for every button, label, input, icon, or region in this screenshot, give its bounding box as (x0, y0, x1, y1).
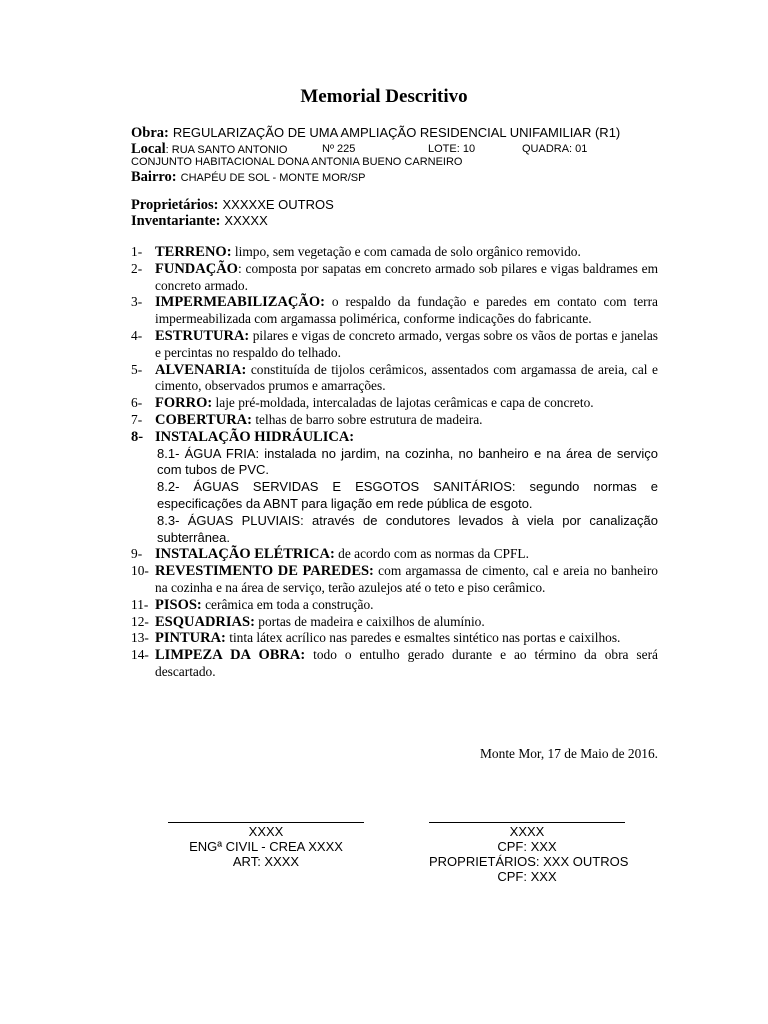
signature-block-engineer (168, 822, 364, 869)
item-number: 3- (131, 294, 143, 310)
item-label: LIMPEZA DA OBRA: (155, 647, 306, 664)
item-label: PISOS: (155, 596, 202, 613)
subitem-aguas-pluviais: 8.3- ÁGUAS PLUVIAIS: através de condutores levados à viela por canalização subterrânea. (157, 512, 658, 545)
item-label: ESTRUTURA: (155, 327, 250, 344)
document-title: Memorial Descritivo (300, 86, 468, 107)
signature-name: XXXX (248, 824, 284, 839)
item-text: pilares e vigas de concreto armado, vergas sobre os vãos de portas e janelas e percintas no respaldo do telhado. (155, 327, 658, 360)
item-text: o respaldo da fundação e paredes em contato com terra impermeabilizada com argamassa polimérica, conforme indicações do fabricante. (155, 294, 658, 327)
item-text: constituída de tijolos cerâmicos, assentados com argamassa de areia, cal e cimento, observados prumos e amarrações. (155, 361, 658, 394)
list-item-forro (131, 395, 658, 412)
signature-role: ENGª CIVIL - CREA XXXX (189, 839, 343, 854)
bairro-line (131, 168, 365, 186)
list-item-impermeabilizacao (131, 294, 658, 328)
proprietarios-value: XXXXXE OUTROS (222, 197, 334, 212)
item-label: IMPERMEABILIZAÇÃO: (155, 294, 325, 311)
item-number: 9- (131, 546, 143, 562)
item-label: ESQUADRIAS: (155, 613, 255, 630)
subitem-agua-fria: 8.1- ÁGUA FRIA: instalada no jardim, na cozinha, no banheiro e na área de serviço com tubos de PVC. (157, 445, 658, 478)
item-text: tinta látex acrílico nas paredes e esmaltes sintético nas portas e caixilhos. (225, 630, 621, 646)
signature-cpf: CPF: XXX (497, 839, 557, 854)
local-value: : RUA SANTO ANTONIO (165, 144, 288, 156)
item-label: FORRO: (155, 395, 213, 412)
item-text: : composta por sapatas em concreto armado sob pilares e vigas baldrames em concreto armado. (155, 260, 658, 293)
signature-name: XXXX (509, 824, 545, 839)
item-number: 1- (131, 244, 143, 259)
item-label: FUNDAÇÃO (155, 260, 238, 277)
item-label: INSTALAÇÃO HIDRÁULICA: (155, 428, 355, 445)
inventariante-line (131, 212, 268, 230)
list-item-pisos (131, 597, 658, 614)
list-item-terreno (131, 244, 658, 261)
item-text: todo o entulho gerado durante e ao término da obra será descartado. (155, 647, 658, 679)
item-number: 4- (131, 327, 143, 343)
item-label: COBERTURA: (155, 411, 252, 428)
item-text: de acordo com as normas da CPFL. (334, 546, 529, 562)
item-label: REVESTIMENTO DE PAREDES: (155, 563, 374, 580)
list-item-esquadrias (131, 614, 658, 631)
item-label: TERRENO: (155, 244, 232, 260)
signature-line (168, 822, 364, 823)
proprietarios-label: Proprietários: (131, 197, 219, 213)
signature-art: ART: XXXX (232, 854, 300, 869)
list-item-estrutura (131, 328, 658, 362)
lote-value: LOTE: 10 (428, 143, 476, 155)
obra-label: Obra: (131, 125, 169, 141)
item-number: 13- (131, 630, 149, 646)
item-text: laje pré-moldada, intercaladas de lajotas cerâmicas e capa de concreto. (212, 395, 594, 411)
specification-list (131, 244, 658, 681)
conjunto-line: CONJUNTO HABITACIONAL DONA ANTONIA BUENO CARNEIRO (131, 156, 463, 168)
signature-role: PROPRIETÁRIOS: XXX OUTROS (429, 854, 629, 869)
signature-block-owners (429, 822, 629, 884)
quadra-value: QUADRA: 01 (522, 143, 588, 155)
item-text: cerâmica em toda a construção. (201, 596, 374, 612)
list-item-pintura (131, 630, 658, 647)
item-label: ALVENARIA: (155, 361, 247, 378)
item-label: PINTURA: (155, 630, 226, 647)
inventariante-value: XXXXX (224, 213, 268, 228)
item-text: com argamassa de cimento, cal e areia no banheiro na cozinha e na área de serviço, terão azulejos até o teto e piso cerâmico. (155, 563, 658, 595)
list-item-fundacao (131, 261, 658, 295)
item-text: limpo, sem vegetação e com camada de solo orgânico removido. (231, 244, 581, 259)
item-number: 10- (131, 563, 149, 579)
signature-line (429, 822, 625, 823)
list-item-limpeza (131, 647, 658, 681)
signature-cpf-2: CPF: XXX (497, 869, 557, 884)
obra-value: REGULARIZAÇÃO DE UMA AMPLIAÇÃO RESIDENCIAL UNIFAMILIAR (R1) (172, 125, 621, 140)
item-number: 2- (131, 260, 143, 276)
item-label: INSTALAÇÃO ELÉTRICA: (155, 546, 335, 563)
bairro-label: Bairro: (131, 169, 177, 185)
list-item-hidraulica (131, 429, 658, 446)
list-item-cobertura (131, 412, 658, 429)
item-number: 14- (131, 647, 149, 663)
item-number: 6- (131, 395, 143, 411)
item-text: telhas de barro sobre estrutura de madeira. (251, 411, 483, 427)
bairro-value: CHAPÉU DE SOL - MONTE MOR/SP (180, 172, 366, 184)
numero-value: Nº 225 (322, 143, 356, 155)
list-item-eletrica (131, 546, 658, 563)
subitem-aguas-servidas: 8.2- ÁGUAS SERVIDAS E ESGOTOS SANITÁRIOS: segundo normas e especificações da ABNT para ligação em rede pública de esgoto. (157, 479, 658, 511)
item-number: 5- (131, 361, 143, 377)
item-text: portas de madeira e caixilhos de alumínio. (254, 613, 485, 629)
item-number: 7- (131, 411, 143, 427)
inventariante-label: Inventariante: (131, 213, 221, 229)
local-label: Local (131, 141, 166, 157)
list-item-alvenaria (131, 362, 658, 396)
item-number: 11- (131, 596, 149, 612)
list-item-revestimento (131, 563, 658, 597)
item-number: 8- (131, 428, 144, 445)
document-date: Monte Mor, 17 de Maio de 2016. (480, 746, 658, 761)
item-number: 12- (131, 613, 149, 629)
